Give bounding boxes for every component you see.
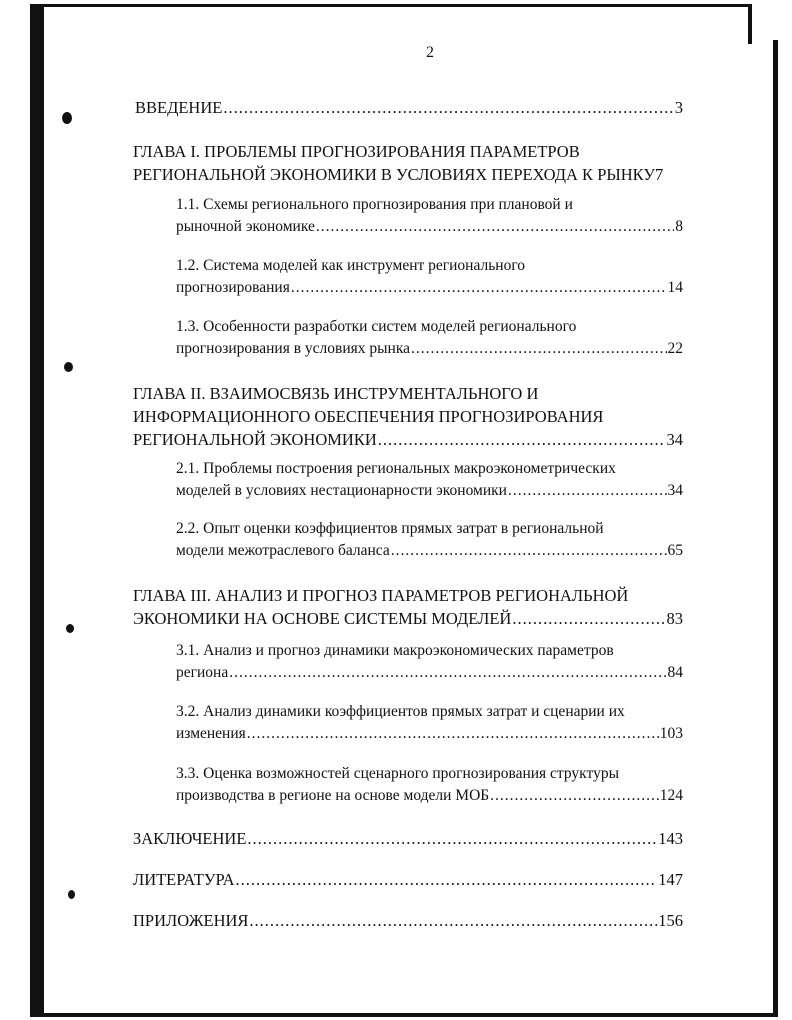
leader-dots xyxy=(223,96,673,119)
scan-border-left xyxy=(30,4,44,1016)
toc-entry-appendices[interactable] xyxy=(133,909,683,932)
toc-entry-chapter-2[interactable] xyxy=(133,382,683,451)
punch-hole-mark xyxy=(66,624,74,633)
toc-page: 7 xyxy=(655,165,664,184)
leader-dots xyxy=(247,723,659,745)
scan-border-top xyxy=(30,4,750,7)
toc-page: 103 xyxy=(659,725,683,742)
toc-title-line: 2.2. Опыт оценки коэффициентов прямых затрат в региональной xyxy=(176,520,604,537)
toc-page: 3 xyxy=(674,98,683,117)
toc-page: 124 xyxy=(659,787,683,804)
toc-title-line: прогнозирования xyxy=(176,279,290,296)
leader-dots xyxy=(508,480,667,502)
toc-entry-section-3-2[interactable] xyxy=(176,701,683,745)
punch-hole-mark xyxy=(62,112,72,124)
scan-border-right xyxy=(773,40,778,1017)
toc-entry-section-1-1[interactable] xyxy=(176,194,683,238)
toc-page: 14 xyxy=(667,279,683,296)
toc-title-line: 1.2. Система моделей как инструмент регионального xyxy=(176,257,526,274)
toc-title-line: моделей в условиях нестационарности экономики xyxy=(176,482,507,499)
toc-title-line: ИНФОРМАЦИОННОГО ОБЕСПЕЧЕНИЯ ПРОГНОЗИРОВАНИЯ xyxy=(133,407,604,426)
page-number: 2 xyxy=(426,44,434,61)
scan-border-bottom xyxy=(30,1013,778,1017)
toc-page: 65 xyxy=(667,542,683,559)
leader-dots xyxy=(291,277,667,299)
toc-entry-conclusion[interactable] xyxy=(133,827,683,850)
toc-entry-section-3-3[interactable] xyxy=(176,763,683,807)
punch-hole-mark xyxy=(64,362,73,372)
toc-entry-chapter-3[interactable] xyxy=(133,584,683,630)
toc-entry-intro[interactable] xyxy=(135,96,683,119)
toc-title-line: 3.1. Анализ и прогноз динамики макроэкономических параметров xyxy=(176,642,614,659)
toc-entry-section-2-2[interactable] xyxy=(176,518,683,562)
toc-title: ЛИТЕРАТУРА xyxy=(133,870,235,889)
toc-title-line: 3.3. Оценка возможностей сценарного прогнозирования структуры xyxy=(176,765,619,782)
toc-page: 8 xyxy=(675,218,683,235)
scan-border-right-top xyxy=(748,4,752,44)
toc-title-line: 2.1. Проблемы построения региональных макроэконометрических xyxy=(176,460,616,477)
toc-title-line: РЕГИОНАЛЬНОЙ ЭКОНОМИКИ xyxy=(133,430,377,449)
toc-entry-section-1-2[interactable] xyxy=(176,255,683,299)
toc-title-line: 1.1. Схемы регионального прогнозирования при плановой и xyxy=(176,196,573,213)
toc-page: 156 xyxy=(658,911,683,930)
toc-entry-chapter-1[interactable] xyxy=(133,140,685,186)
toc-title-line: ГЛАВА II. ВЗАИМОСВЯЗЬ ИНСТРУМЕНТАЛЬНОГО И xyxy=(133,384,539,403)
toc-title-line: ЭКОНОМИКИ НА ОСНОВЕ СИСТЕМЫ МОДЕЛЕЙ xyxy=(133,609,512,628)
toc-title-line: прогнозирования в условиях рынка xyxy=(176,340,411,357)
toc-entry-section-3-1[interactable] xyxy=(176,640,683,684)
leader-dots xyxy=(411,338,666,360)
toc-title: ЗАКЛЮЧЕНИЕ xyxy=(133,829,247,848)
leader-dots xyxy=(249,909,657,932)
leader-dots xyxy=(378,428,666,451)
leader-dots xyxy=(490,785,659,807)
toc-page: 84 xyxy=(667,664,683,681)
leader-dots xyxy=(512,607,665,630)
toc-title-line: ГЛАВА III. АНАЛИЗ И ПРОГНОЗ ПАРАМЕТРОВ РЕГИОНАЛЬНОЙ xyxy=(133,586,629,605)
toc-entry-section-1-3[interactable] xyxy=(176,316,683,360)
toc-title-line: модели межотраслевого баланса xyxy=(176,542,390,559)
toc-page: 34 xyxy=(666,430,683,449)
toc-page: 83 xyxy=(666,609,683,628)
toc-page: 22 xyxy=(667,340,683,357)
toc-page: 34 xyxy=(667,482,683,499)
leader-dots xyxy=(316,216,674,238)
toc-title-line: ГЛАВА I. ПРОБЛЕМЫ ПРОГНОЗИРОВАНИЯ ПАРАМЕТРОВ xyxy=(133,142,580,161)
toc-page: 147 xyxy=(658,870,683,889)
toc-entry-literature[interactable] xyxy=(133,868,683,891)
toc-title: ВВЕДЕНИЕ xyxy=(135,98,223,117)
leader-dots xyxy=(229,662,666,684)
leader-dots xyxy=(247,827,657,850)
toc-title-line: 3.2. Анализ динамики коэффициентов прямых затрат и сценарии их xyxy=(176,703,625,720)
toc-title: ПРИЛОЖЕНИЯ xyxy=(133,911,249,930)
toc-title-line: рыночной экономике xyxy=(176,218,315,235)
toc-title-line: РЕГИОНАЛЬНОЙ ЭКОНОМИКИ В УСЛОВИЯХ ПЕРЕХОДА К РЫНКУ xyxy=(133,165,656,184)
toc-title-line: 1.3. Особенности разработки систем моделей регионального xyxy=(176,318,577,335)
toc-page: 143 xyxy=(658,829,683,848)
leader-dots xyxy=(391,540,667,562)
toc-entry-section-2-1[interactable] xyxy=(176,458,683,502)
toc-title-line: региона xyxy=(176,664,229,681)
leader-dots xyxy=(236,868,658,891)
toc-title-line: изменения xyxy=(176,725,246,742)
punch-hole-mark xyxy=(68,890,75,899)
toc-title-line: производства в регионе на основе модели МОБ xyxy=(176,787,490,804)
